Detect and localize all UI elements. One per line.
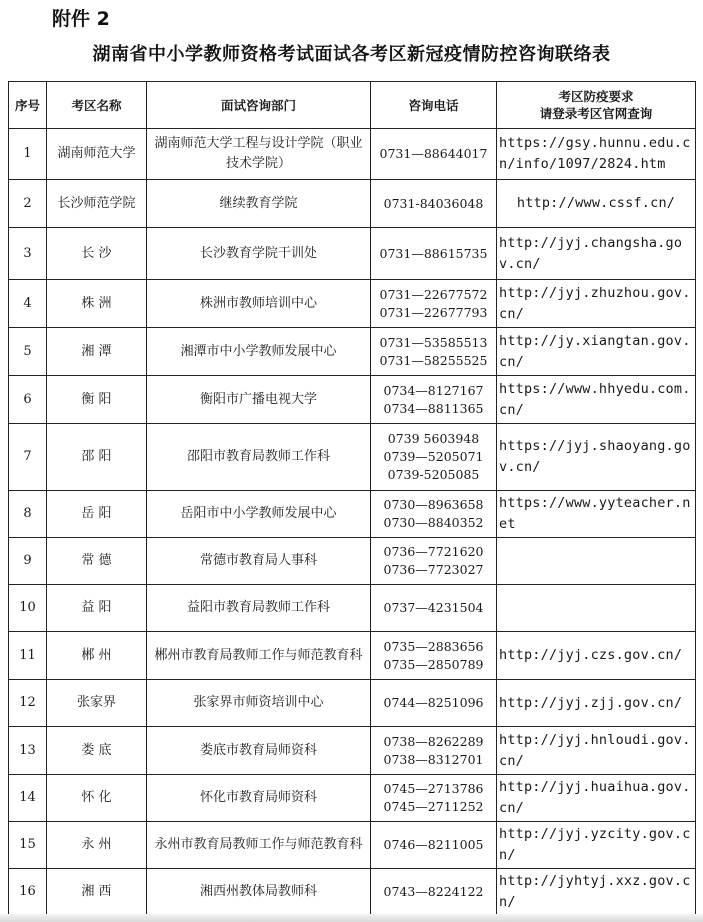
website-url[interactable]: https://gsy.hunnu.edu.cn/info/1097/2824.htm [497, 129, 696, 180]
region-name: 邵 阳 [47, 424, 147, 491]
table-row [9, 280, 696, 328]
region-name: 郴 州 [47, 632, 147, 680]
website-url[interactable]: http://jyj.zhuzhou.gov.cn/ [497, 280, 696, 328]
phone-number: 0737—4231504 [383, 600, 484, 615]
region-name: 长沙师范学院 [47, 180, 147, 228]
phone-cell [371, 585, 497, 632]
department-name: 常德市教育局人事科 [147, 538, 371, 585]
phone-number: 0744—8251096 [383, 695, 484, 710]
website-url[interactable]: http://jyj.hnloudi.gov.cn/ [497, 727, 696, 775]
region-name: 湘 西 [47, 869, 147, 916]
table-row [9, 680, 696, 727]
row-number: 15 [9, 822, 47, 869]
website-url [497, 538, 696, 585]
table-row [9, 632, 696, 680]
phone-cell [371, 228, 497, 280]
website-url[interactable]: http://jyj.huaihua.gov.cn/ [497, 775, 696, 822]
phone-cell [371, 727, 497, 775]
table-row [9, 585, 696, 632]
table-row [9, 869, 696, 916]
phone-cell [371, 180, 497, 228]
attachment-label: 附件 2 [52, 8, 110, 30]
department-name: 张家界市师资培训中心 [147, 680, 371, 727]
phone-number: 0730—8840352 [383, 515, 484, 530]
region-name: 湖南师范大学 [47, 129, 147, 180]
department-name: 娄底市教育局师资科 [147, 727, 371, 775]
row-number: 14 [9, 775, 47, 822]
department-name: 湖南师范大学工程与设计学院（职业技术学院） [147, 129, 371, 180]
contact-table [8, 81, 696, 916]
table-row [9, 129, 696, 180]
phone-number: 0731—22677572 [379, 286, 488, 302]
phone-cell [371, 376, 497, 424]
phone-cell [371, 280, 497, 328]
header-requirements-line1: 考区防疫要求 [558, 89, 634, 104]
row-number: 8 [9, 491, 47, 538]
row-number: 4 [9, 280, 47, 328]
table-header-row [9, 82, 696, 129]
table-row [9, 538, 696, 585]
region-name: 永 州 [47, 822, 147, 869]
phone-number: 0731—22677793 [379, 304, 488, 320]
website-url[interactable]: http://jyj.changsha.gov.cn/ [497, 228, 696, 280]
website-url[interactable]: https://www.hhyedu.com.cn/ [497, 376, 696, 424]
row-number: 16 [9, 869, 47, 916]
department-name: 益阳市教育局教师工作科 [147, 585, 371, 632]
department-name: 株洲市教师培训中心 [147, 280, 371, 328]
document-title: 湖南省中小学教师资格考试面试各考区新冠疫情防控咨询联络表 [92, 44, 611, 65]
header-department: 面试咨询部门 [147, 82, 371, 129]
department-name: 怀化市教育局师资科 [147, 775, 371, 822]
phone-cell [371, 775, 497, 822]
phone-number: 0731—53585513 [379, 334, 488, 350]
header-phone: 咨询电话 [371, 82, 497, 129]
phone-cell [371, 680, 497, 727]
region-name: 常 德 [47, 538, 147, 585]
row-number: 7 [9, 424, 47, 491]
table-row [9, 424, 696, 491]
row-number: 6 [9, 376, 47, 424]
department-name: 长沙教育学院干训处 [147, 228, 371, 280]
header-requirements-line2: 请登录考区官网查询 [539, 106, 653, 121]
phone-number: 0738—8262289 [383, 733, 484, 749]
phone-number: 0739 5603948 [387, 431, 480, 446]
region-name: 益 阳 [47, 585, 147, 632]
phone-number: 0743—8224122 [383, 884, 484, 899]
website-url[interactable]: http://jyj.czs.gov.cn/ [497, 632, 696, 680]
website-url[interactable]: http://jyhtyj.xxz.gov.cn/ [497, 869, 696, 916]
department-name: 岳阳市中小学教师发展中心 [147, 491, 371, 538]
row-number: 5 [9, 328, 47, 376]
phone-number: 0738—8312701 [383, 751, 484, 767]
row-number: 13 [9, 727, 47, 775]
table-row [9, 376, 696, 424]
department-name: 湘西州教体局教师科 [147, 869, 371, 916]
phone-number: 0734—8127167 [383, 382, 484, 398]
phone-number: 0731-84036048 [383, 195, 484, 211]
table-row [9, 228, 696, 280]
phone-cell [371, 869, 497, 916]
row-number: 1 [9, 129, 47, 180]
phone-cell [371, 538, 497, 585]
region-name: 株 洲 [47, 280, 147, 328]
region-name: 张家界 [47, 680, 147, 727]
phone-number: 0745—2711252 [383, 799, 484, 814]
table-row [9, 491, 696, 538]
phone-number: 0736—7723027 [383, 562, 484, 577]
row-number: 3 [9, 228, 47, 280]
row-number: 2 [9, 180, 47, 228]
table-row [9, 328, 696, 376]
phone-number: 0734—8811365 [383, 400, 484, 416]
header-region: 考区名称 [47, 82, 147, 129]
table-row [9, 180, 696, 228]
region-name: 岳 阳 [47, 491, 147, 538]
table-row [9, 822, 696, 869]
row-number: 11 [9, 632, 47, 680]
department-name: 郴州市教育局教师工作与师范教育科 [147, 632, 371, 680]
table-row [9, 727, 696, 775]
website-url[interactable]: http://jy.xiangtan.gov.cn/ [497, 328, 696, 376]
header-no: 序号 [9, 82, 47, 129]
phone-number: 0746—8211005 [383, 837, 484, 852]
department-name: 衡阳市广播电视大学 [147, 376, 371, 424]
phone-cell [371, 822, 497, 869]
region-name: 湘 潭 [47, 328, 147, 376]
region-name: 长 沙 [47, 228, 147, 280]
phone-number: 0745—2713786 [383, 781, 484, 796]
department-name: 邵阳市教育局教师工作科 [147, 424, 371, 491]
region-name: 衡 阳 [47, 376, 147, 424]
phone-number: 0735—2850789 [383, 656, 484, 672]
website-url[interactable]: https://www.yyteacher.net [497, 491, 696, 538]
region-name: 怀 化 [47, 775, 147, 822]
region-name: 娄 底 [47, 727, 147, 775]
phone-cell [371, 491, 497, 538]
phone-number: 0731—88615735 [379, 245, 488, 261]
phone-number: 0731—88644017 [379, 146, 488, 161]
phone-number: 0731—58255525 [379, 352, 488, 368]
table-row [9, 775, 696, 822]
phone-cell [371, 129, 497, 180]
department-name: 继续教育学院 [147, 180, 371, 228]
phone-number: 0739—5205071 [383, 449, 484, 464]
phone-number: 0736—7721620 [383, 544, 484, 559]
header-requirements [497, 82, 696, 129]
row-number: 12 [9, 680, 47, 727]
phone-cell [371, 632, 497, 680]
row-number: 9 [9, 538, 47, 585]
phone-number: 0735—2883656 [383, 638, 484, 654]
website-url [497, 585, 696, 632]
row-number: 10 [9, 585, 47, 632]
phone-number: 0739-5205085 [387, 467, 480, 482]
department-name: 湘潭市中小学教师发展中心 [147, 328, 371, 376]
department-name: 永州市教育局教师工作与师范教育科 [147, 822, 371, 869]
website-url[interactable]: http://jyj.yzcity.gov.cn/ [497, 822, 696, 869]
website-url[interactable]: http://jyj.zjj.gov.cn/ [497, 680, 696, 727]
phone-number: 0730—8963658 [383, 497, 484, 512]
phone-cell [371, 424, 497, 491]
phone-cell [371, 328, 497, 376]
website-url[interactable]: https://jyj.shaoyang.gov.cn/ [497, 424, 696, 491]
website-url[interactable]: http://www.cssf.cn/ [497, 180, 696, 228]
page-bottom-edge [0, 914, 703, 922]
